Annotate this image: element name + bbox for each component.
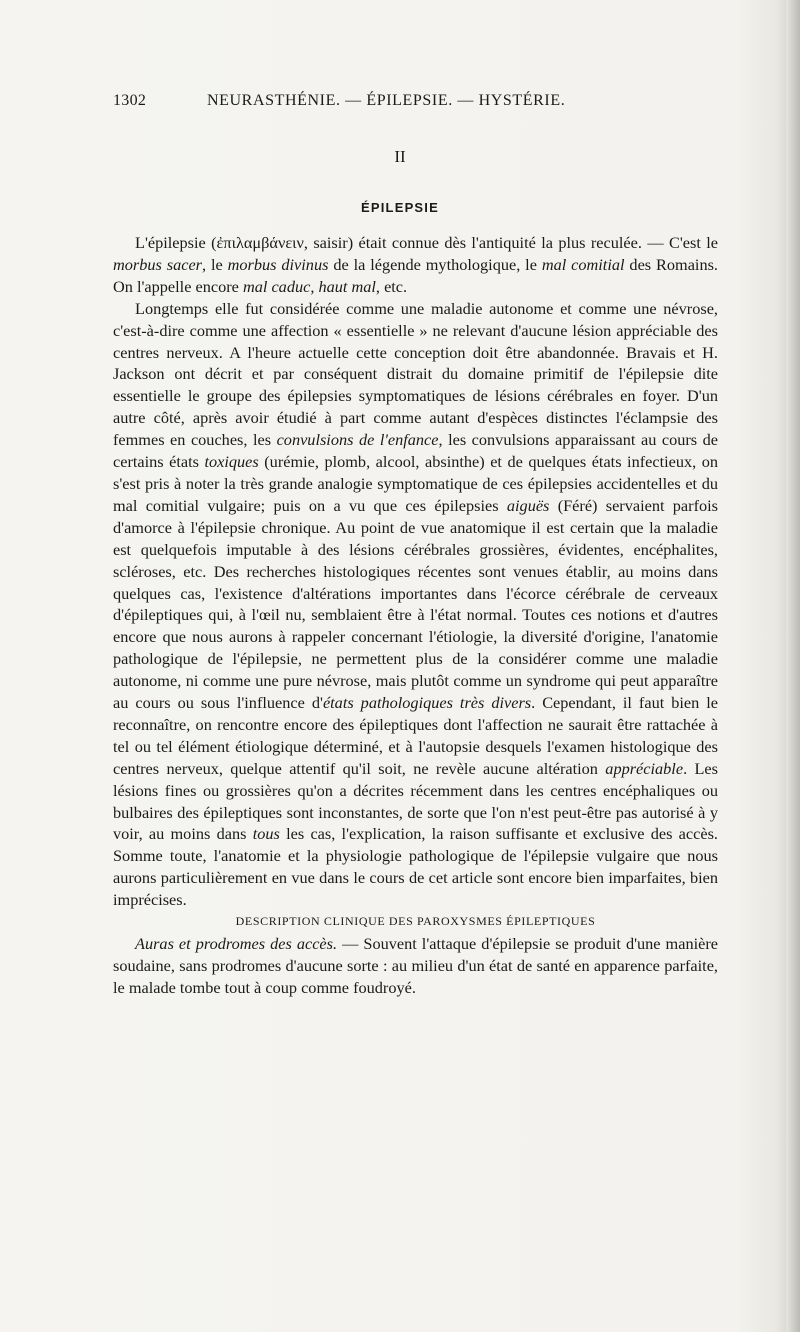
chapter-title: ÉPILEPSIE xyxy=(361,200,439,215)
chapter-number: II xyxy=(394,147,406,166)
italic-text: appréciable xyxy=(605,758,684,778)
body-text xyxy=(113,232,718,999)
italic-text: morbus sacer xyxy=(113,254,203,274)
paragraph: L'épilepsie (ἐπιλαμβάνειν, saisir) était connue dès l'antiquité la plus reculée. — C'est le morbus sacer, le morbus divinus de la légende mythologique, le mal comitial des Romains. On l'appelle encore mal caduc, haut mal, etc. xyxy=(113,233,718,296)
italic-text: aiguës xyxy=(506,495,550,515)
paragraph: Longtemps elle fut considérée comme une maladie autonome et comme une névrose, c'est-à-dire comme une affection « essentielle » ne relevant d'aucune lésion appréciable des centres nerveux. A l'heure actuelle cette conception doit être abandonnée. Bravais et H. Jackson ont décrit et par conséquent distrait du domaine primitif de l'épilepsie dite essentielle le groupe des épilepsies symptomatiques de lésions cérébrales en foyer. D'un autre côté, après avoir étudié à part comme autant d'espèces distinctes l'éclampsie des femmes en couches, les convulsions de l'enfance, les convulsions apparaissant au cours de certains états toxiques (urémie, plomb, alcool, absinthe) et de quelques états infectieux, on s'est pris à noter la très grande analogie symptomatique de ces épilepsies accidentelles et du mal comitial vulgaire; puis on a vu que ces épilepsies aiguës (Féré) servaient parfois d'amorce à l'épilepsie chronique. Au point de vue anatomique il est certain que la maladie est quelquefois imputable à des lésions cérébrales grossières, évidentes, encéphalites, scléroses, etc. Des recherches histologiques récentes sont venues établir, au moins dans quelques cas, l'existence d'altérations importantes dans l'écorce cérébrale de cerveaux d'épileptiques qui, à l'œil nu, semblaient être à l'état normal. Toutes ces notions et d'autres encore que nous aurons à rappeler concernant l'étiologie, la diversité d'origine, l'anatomie pathologique de l'épilepsie, ne permettent plus de la considérer comme une maladie autonome, ni comme une pure névrose, mais plutôt comme un syndrome qui peut apparaître au cours ou sous l'influence d'états pathologiques très divers. Cependant, il faut bien le reconnaître, on rencontre encore des épileptiques dont l'affection ne saurait être rattachée à tel ou tel élément étiologique déterminé, et à l'autopsie desquels l'examen histologique des centres nerveux, quelque attentif qu'il soit, ne revèle aucune altération appréciable. Les lésions fines ou grossières qu'on a décrites récemment dans les centres encéphaliques ou bulbaires des épileptiques sont inconstantes, de sorte que l'on n'est peut-être pas autorisé à y voir, au moins dans tous les cas, l'explication, la raison suffisante et exclusive des accès. Somme toute, l'anatomie et la physiologie pathologique de l'épilepsie vulgaire que nous aurons particulièrement en vue dans le cours de cet article sont encore bien imparfaites, bien imprécises. xyxy=(113,298,719,910)
italic-text: états pathologiques très divers xyxy=(322,693,532,713)
italic-text: mal comitial xyxy=(541,254,625,274)
page-number: 1302 xyxy=(113,92,147,109)
italic-text: mal caduc, haut mal xyxy=(242,276,376,296)
italic-text: tous xyxy=(252,824,280,844)
italic-text: toxiques xyxy=(204,452,259,472)
paragraph-final: Auras et prodromes des accès. — Souvent l'attaque d'épilepsie se produit d'une manière soudaine, sans prodromes d'aucune sorte : au milieu d'un état de santé en apparence parfaite, le malade tombe tout à coup comme foudroyé. xyxy=(113,934,718,997)
italic-text: convulsions de l'enfance xyxy=(276,430,439,450)
section-heading: DESCRIPTION CLINIQUE DES PAROXYSMES ÉPILEPTIQUES xyxy=(235,914,596,929)
running-title: NEURASTHÉNIE. — ÉPILEPSIE. — HYSTÉRIE. xyxy=(207,92,566,109)
italic-text: Auras et prodromes des accès. xyxy=(135,934,338,953)
italic-text: morbus divinus xyxy=(227,254,329,274)
